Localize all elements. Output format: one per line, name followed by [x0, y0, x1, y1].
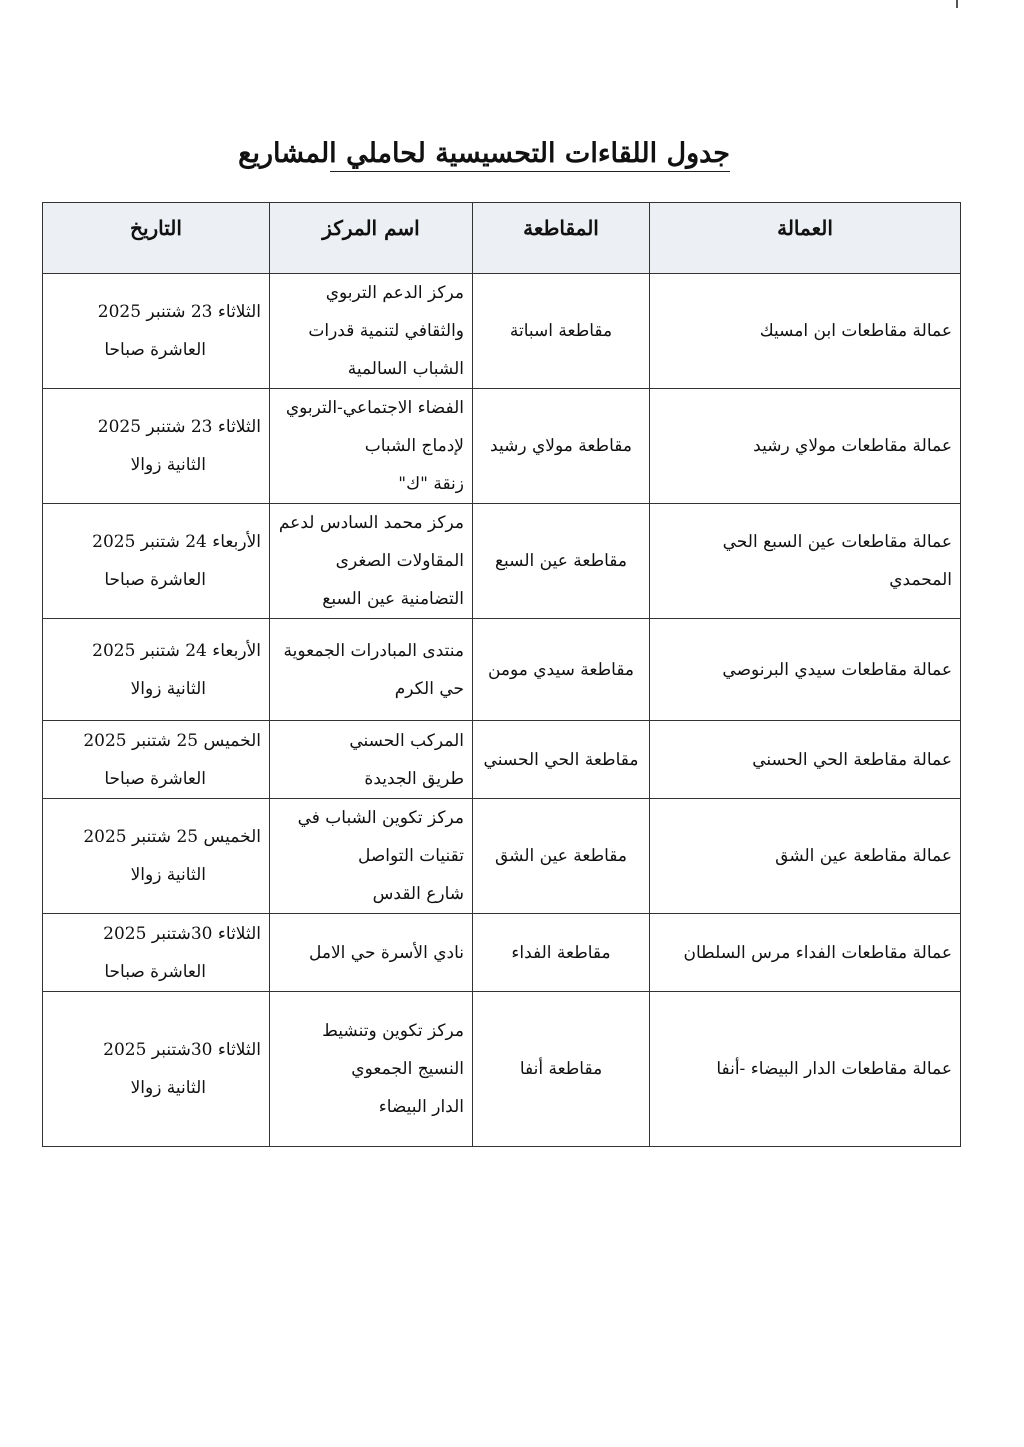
cell-prefecture: عمالة مقاطعات الفداء مرس السلطان: [650, 914, 961, 992]
center-name-line: مركز الدعم التربوي: [325, 283, 464, 303]
center-name-line: لإدماج الشباب: [364, 436, 464, 456]
cell-district: مقاطعة أنفا: [473, 992, 650, 1147]
cell-date: [43, 619, 270, 721]
cell-center: [270, 274, 473, 389]
cell-date: [43, 914, 270, 992]
cell-district: مقاطعة عين السبع: [473, 504, 650, 619]
date-line: الثلاثاء 30شتنبر 2025: [103, 1040, 261, 1060]
header-district: المقاطعة: [473, 203, 650, 274]
page-title: جدول اللقاءات التحسيسية لحاملي المشاريع: [330, 138, 730, 172]
time-line: العاشرة صباحا: [104, 961, 206, 982]
center-name-line: منتدى المبادرات الجمعوية: [283, 640, 464, 661]
center-name-line: حي الكرم: [394, 678, 464, 699]
table-row: [43, 504, 961, 619]
center-name-line: تقنيات التواصل: [357, 846, 464, 866]
cell-date: [43, 389, 270, 504]
center-name-line: نادي الأسرة حي الامل: [308, 942, 464, 963]
time-line: الثانية زوالا: [130, 1078, 206, 1098]
table-row: [43, 389, 961, 504]
date-line: الأربعاء 24 شتنبر 2025: [92, 532, 261, 552]
header-prefecture: العمالة: [650, 203, 961, 274]
date-line: الثلاثاء 23 شتنبر 2025: [97, 302, 261, 322]
cell-center: [270, 914, 473, 992]
center-name-line: مركز تكوين وتنشيط: [322, 1021, 464, 1041]
schedule-table: [42, 202, 961, 1147]
cell-date: [43, 504, 270, 619]
cell-prefecture: عمالة مقاطعة الحي الحسني: [650, 721, 961, 799]
time-line: الثانية زوالا: [130, 455, 206, 475]
scan-mark: [956, 0, 958, 8]
center-name-line: الشباب السالمية: [347, 359, 464, 379]
time-line: الثانية زوالا: [130, 865, 206, 885]
schedule-table-body: [43, 274, 961, 1147]
time-line: العاشرة صباحا: [104, 570, 206, 590]
cell-district: مقاطعة اسباتة: [473, 274, 650, 389]
cell-center: [270, 992, 473, 1147]
cell-date: [43, 992, 270, 1147]
center-name-line: زنقة "ك": [398, 474, 464, 494]
cell-center: [270, 389, 473, 504]
center-name-line: الدار البيضاء: [378, 1097, 464, 1117]
cell-center: [270, 504, 473, 619]
cell-district: مقاطعة الحي الحسني: [473, 721, 650, 799]
date-line: الثلاثاء 23 شتنبر 2025: [97, 417, 261, 437]
date-line: الثلاثاء 30شتنبر 2025: [103, 923, 261, 944]
center-name-line: مركز محمد السادس لدعم: [278, 513, 464, 533]
cell-center: [270, 721, 473, 799]
table-row: [43, 721, 961, 799]
center-name-line: المركب الحسني: [349, 730, 464, 751]
cell-date: [43, 274, 270, 389]
cell-date: [43, 799, 270, 914]
table-row: [43, 799, 961, 914]
table-row: [43, 992, 961, 1147]
cell-district: مقاطعة عين الشق: [473, 799, 650, 914]
center-name-line: التضامنية عين السبع: [322, 589, 464, 609]
center-name-line: النسيج الجمعوي: [351, 1059, 464, 1079]
cell-center: [270, 619, 473, 721]
cell-prefecture: عمالة مقاطعات مولاي رشيد: [650, 389, 961, 504]
date-line: الخميس 25 شتنبر 2025: [83, 827, 261, 847]
cell-district: مقاطعة الفداء: [473, 914, 650, 992]
center-name-line: شارع القدس: [372, 884, 464, 904]
center-name-line: المقاولات الصغرى: [335, 551, 464, 571]
date-line: الخميس 25 شتنبر 2025: [83, 730, 261, 751]
cell-center: [270, 799, 473, 914]
cell-prefecture: عمالة مقاطعة عين الشق: [650, 799, 961, 914]
table-row: [43, 274, 961, 389]
header-date: التاريخ: [43, 203, 270, 274]
cell-prefecture: عمالة مقاطعات عين السبع الحي المحمدي: [650, 504, 961, 619]
table-row: [43, 914, 961, 992]
center-name-line: مركز تكوين الشباب في: [297, 808, 464, 828]
cell-prefecture: عمالة مقاطعات الدار البيضاء -أنفا: [650, 992, 961, 1147]
table-header-row: [43, 203, 961, 274]
center-name-line: الفضاء الاجتماعي-التربوي: [285, 398, 464, 418]
time-line: العاشرة صباحا: [104, 768, 206, 789]
date-line: الأربعاء 24 شتنبر 2025: [92, 640, 261, 661]
time-line: الثانية زوالا: [130, 678, 206, 699]
table-row: [43, 619, 961, 721]
cell-district: مقاطعة مولاي رشيد: [473, 389, 650, 504]
center-name-line: طريق الجديدة: [364, 768, 464, 789]
cell-district: مقاطعة سيدي مومن: [473, 619, 650, 721]
center-name-line: والثقافي لتنمية قدرات: [308, 321, 464, 341]
cell-prefecture: عمالة مقاطعات ابن امسيك: [650, 274, 961, 389]
time-line: العاشرة صباحا: [104, 340, 206, 360]
cell-prefecture: عمالة مقاطعات سيدي البرنوصي: [650, 619, 961, 721]
header-center: اسم المركز: [270, 203, 473, 274]
cell-date: [43, 721, 270, 799]
